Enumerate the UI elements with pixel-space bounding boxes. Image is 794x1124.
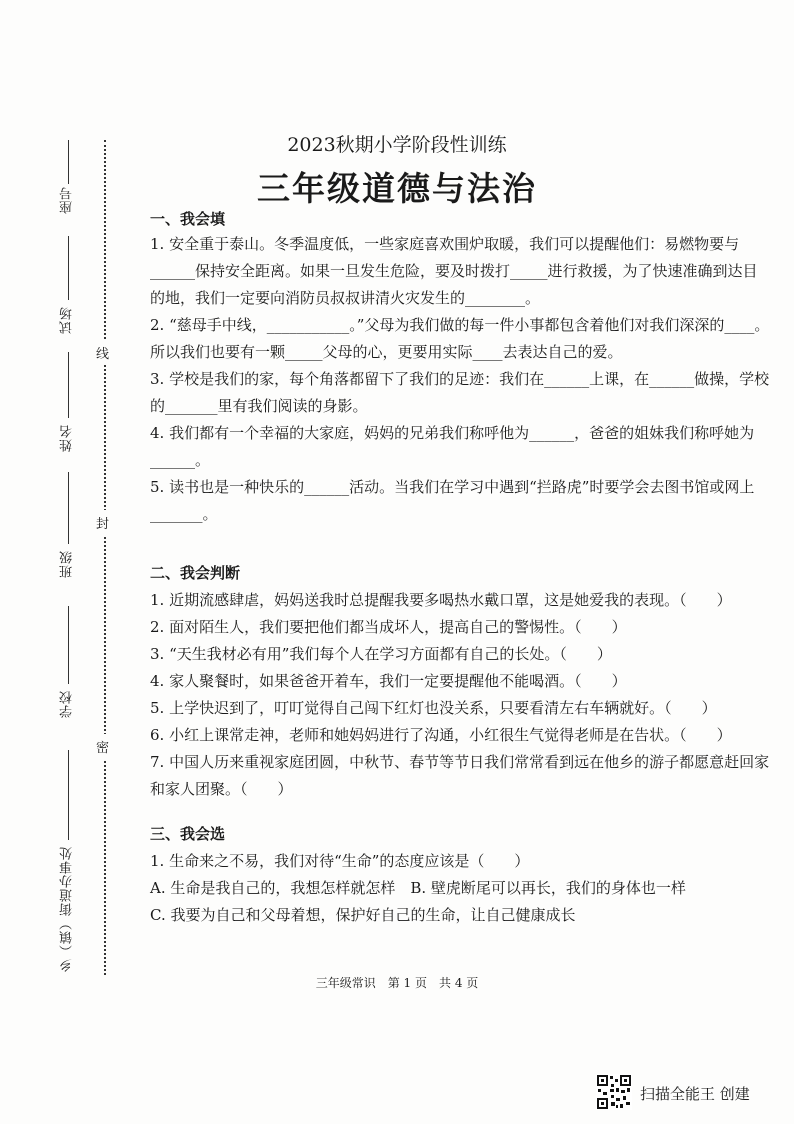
fill-question: 3. 学校是我们的家，每个角落都留下了我们的足迹：我们在______上课，在______做操，学校的_______里有我们阅读的身影。 — [150, 370, 770, 415]
binding-mark-line: 线 — [96, 340, 109, 365]
binding-mark-secret: 密 — [96, 734, 109, 759]
school-line — [68, 606, 69, 684]
class-label: 班级 — [60, 550, 75, 578]
judge-question: 1. 近期流感肆虐，妈妈送我时总提醒我要多喝热水戴口罩，这是她爱我的表现。（ ） — [150, 591, 732, 609]
subject-title: 三年级道德与法治 — [257, 169, 537, 208]
fill-question: 5. 读书也是一种快乐的______活动。当我们在学习中遇到“拦路虎”时要学会去图书馆或网上_______。 — [150, 478, 755, 523]
class-line — [68, 472, 69, 544]
fill-question: 4. 我们都有一个幸福的大家庭，妈妈的兄弟我们称呼他为______，爸爸的姐妹我们称呼她为______。 — [150, 424, 755, 469]
township-line — [68, 750, 69, 840]
scanner-watermark-text: 扫描全能王 创建 — [640, 1085, 750, 1103]
judge-question: 3. “天生我材必有用”我们每个人在学习方面都有自己的长处。（ ） — [150, 645, 612, 663]
section-choice-title: 三、我会选 — [150, 825, 226, 843]
fill-question: 2. “慈母手中线，___________。”父母为我们做的每一件小事都包含着他们对我们深深的____。所以我们也要有一颗_____父母的心，更要用实际____去表达自己的爱。 — [150, 316, 770, 361]
judge-question: 4. 家人聚餐时，如果爸爸开着车，我们一定要提醒他不能喝酒。（ ） — [150, 672, 627, 690]
choice-option: A. 生命是我自己的，我想怎样就怎样 B. 壁虎断尾可以再长，我们的身体也一样 — [150, 879, 686, 897]
fill-question: 1. 安全重于泰山。冬季温度低，一些家庭喜欢围炉取暖，我们可以提醒他们：易燃物要与______保持安全距离。如果一旦发生危险，要及时拨打_____进行救援，为了快速准确到达目的地，我们一定要向消防员叔叔讲清火灾发生的________。 — [150, 235, 758, 307]
binding-mark-seal: 封 — [96, 510, 109, 535]
township-label: 乡（镇）街道办事处 — [60, 846, 75, 972]
page-footer: 三年级常识 第 1 页 共 4 页 — [315, 976, 479, 990]
section-judge-title: 二、我会判断 — [150, 564, 241, 582]
exam-room-label: 试场 — [60, 306, 75, 334]
judge-question: 2. 面对陌生人，我们要把他们都当成坏人，提高自己的警惕性。（ ） — [150, 618, 627, 636]
question-content — [150, 207, 770, 929]
school-label: 学校 — [60, 690, 75, 718]
qr-code-icon — [596, 1074, 632, 1110]
seat-number-label: 座号 — [60, 186, 75, 214]
exam-title: 2023秋期小学阶段性训练 — [287, 134, 507, 156]
exam-room-line — [68, 236, 69, 300]
name-line — [68, 352, 69, 418]
choice-option: C. 我要为自己和父母着想，保护好自己的生命，让自己健康成长 — [150, 906, 576, 924]
choice-question: 1. 生命来之不易，我们对待“生命”的态度应该是（ ） — [150, 852, 530, 870]
judge-question: 7. 中国人历来重视家庭团圆，中秋节、春节等节日我们常常看到远在他乡的游子都愿意赶回家和家人团聚。（ ） — [150, 753, 770, 798]
binding-dotted-line — [104, 140, 106, 975]
judge-question: 5. 上学快迟到了，叮叮觉得自己闯下红灯也没关系，只要看清左右车辆就好。（ ） — [150, 699, 717, 717]
section-fill-title: 一、我会填 — [150, 210, 226, 228]
name-label: 姓名 — [60, 424, 75, 452]
judge-question: 6. 小红上课常走神，老师和她妈妈进行了沟通，小红很生气觉得老师是在告状。（ ） — [150, 726, 732, 744]
